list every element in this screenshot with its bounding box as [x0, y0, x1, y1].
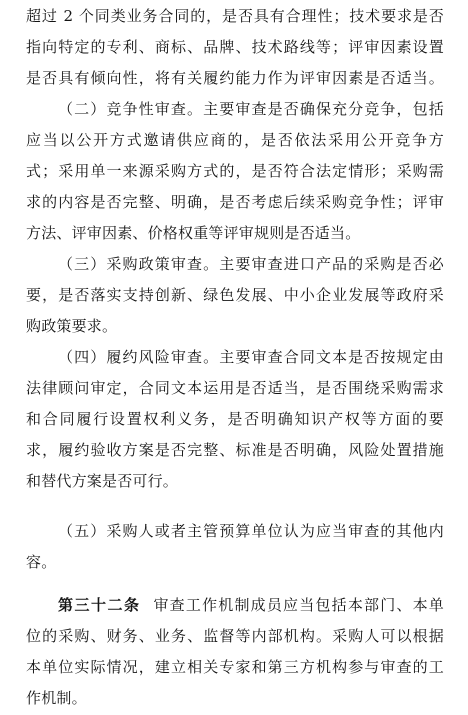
paragraph-4-line-5: 和替代方案是否可行。 — [26, 472, 179, 490]
article-32-line-3: 本单位实际情况，建立相关专家和第三方机构参与审查的工 — [26, 658, 444, 676]
paragraph-2-line-1: （二）竞争性审查。主要审查是否确保充分竞争，包括 — [58, 100, 444, 118]
paragraph-2-line-4: 求的内容是否完整、明确，是否考虑后续采购竞争性；评审 — [26, 193, 444, 211]
article-32-text-start: 审查工作机制成员应当包括本部门、本单 — [152, 596, 444, 614]
paragraph-4-line-4: 求，履约验收方案是否完整、标准是否明确，风险处置措施 — [26, 441, 444, 459]
paragraph-3-line-1: （三）采购政策审查。主要审查进口产品的采购是否必 — [58, 255, 444, 273]
paragraph-5-line-1: （五）采购人或者主管预算单位认为应当审查的其他内 — [58, 522, 444, 540]
paragraph-2-line-2: 应当以公开方式邀请供应商的，是否依法采用公开竞争方 — [26, 131, 444, 149]
paragraph-5-line-2: 容。 — [26, 553, 57, 571]
article-number: 第三十二条 — [58, 596, 141, 614]
paragraph-4-line-3: 和合同履行设置权利义务，是否明确知识产权等方面的要 — [26, 410, 444, 428]
document-page — [26, 6, 444, 711]
paragraph-4-line-2: 法律顾问审定，合同文本运用是否适当，是否围绕采购需求 — [26, 379, 444, 397]
paragraph-4-line-1: （四）履约风险审查。主要审查合同文本是否按规定由 — [58, 348, 444, 366]
text-line-1: 超过 2 个同类业务合同的，是否具有合理性；技术要求是否 — [26, 7, 444, 25]
article-32-line-4: 作机制。 — [26, 689, 87, 707]
paragraph-3-line-2: 要，是否落实支持创新、绿色发展、中小企业发展等政府采 — [26, 286, 444, 304]
article-32-line-1 — [58, 595, 444, 616]
article-32-line-2: 位的采购、财务、业务、监督等内部机构。采购人可以根据 — [26, 627, 444, 645]
paragraph-2-line-3: 式；采用单一来源采购方式的，是否符合法定情形；采购需 — [26, 162, 444, 180]
paragraph-3-line-3: 购政策要求。 — [26, 317, 118, 335]
text-line-2: 指向特定的专利、商标、品牌、技术路线等；评审因素设置 — [26, 38, 444, 56]
text-line-3: 是否具有倾向性，将有关履约能力作为评审因素是否适当。 — [26, 69, 444, 87]
paragraph-2-line-5: 方法、评审因素、价格权重等评审规则是否适当。 — [26, 224, 361, 242]
